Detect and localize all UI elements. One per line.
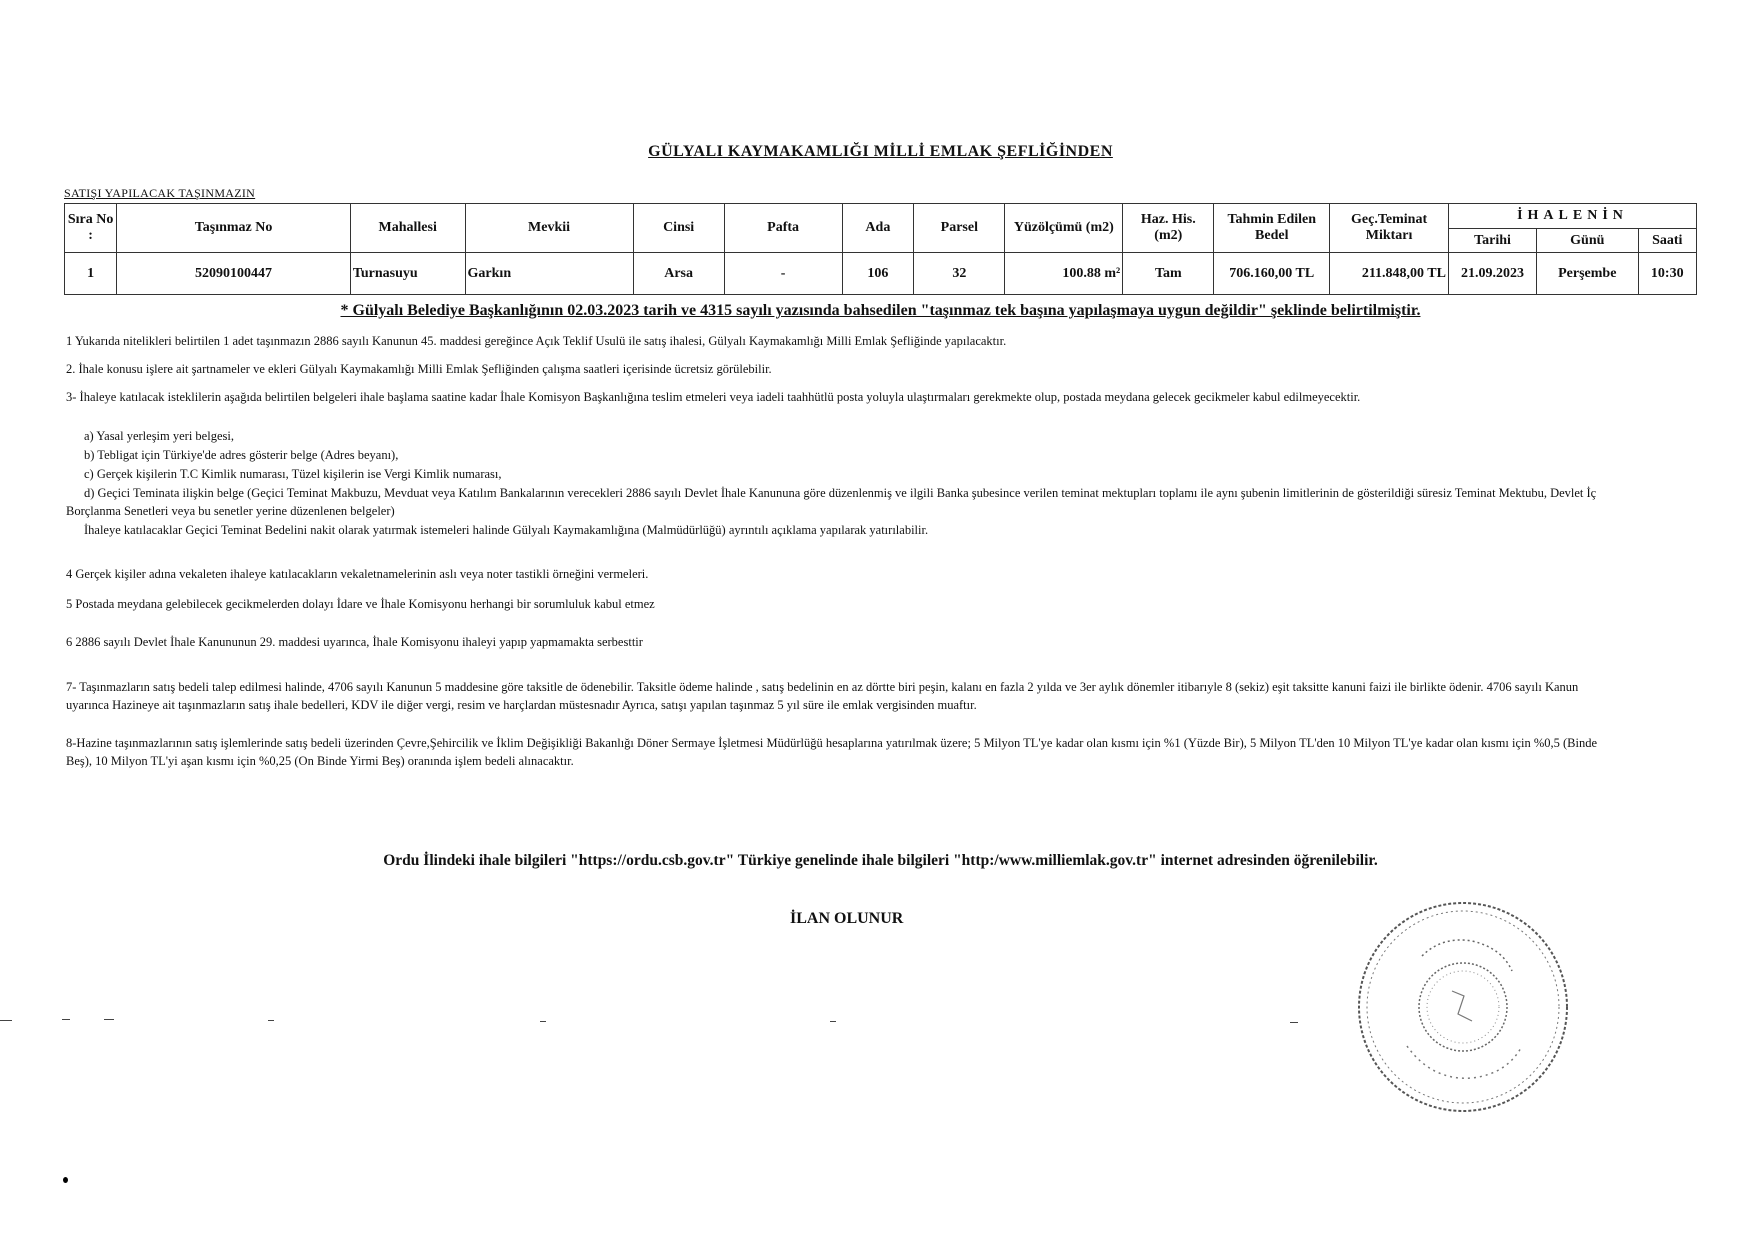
header-ada: Ada [842,204,914,253]
closing-statement: İLAN OLUNUR [790,910,904,927]
scan-mark [104,1019,114,1020]
section-subtitle: SATIŞI YAPILACAK TAŞINMAZIN [64,186,256,200]
header-pafta: Pafta [724,204,842,253]
header-parsel: Parsel [914,204,1005,253]
paragraph-7: 7- Taşınmazların satış bedeli talep edilmesi halinde, 4706 sayılı Kanunun 5 maddesine göre taksitle de ödenebilir. Taksitle ödeme halinde , satış bedelinin en az dörtte biri peşin, kalanı en fazla 2 yılda ve 3er aylık dönemler itibarıyle 8 (sekiz) eşit taksitte kanuni faizi ile birlikte ödenir. 4706 sayılı Kanun uyarınca Hazineye ait taşınmazların satış ihale bedelleri, KDV ile diğer vergi, resim ve harçlardan müstesnadır Ayrıca, satışı yapılan taşınmaz 5 yıl süre ile emlak vergisinden muaftır. [66,680,1579,712]
table-row [65,253,1697,295]
paragraph-4: 4 Gerçek kişiler adına vekaleten ihaleye katılacakların vekaletnamelerinin aslı veya noter tastikli örneğini vermeleri. [66,567,649,581]
header-ihalenin: İHALENİN [1448,204,1696,229]
municipality-note: * Gülyalı Belediye Başkanlığının 02.03.2023 tarih ve 4315 sayılı yazısında bahsedilen "taşınmaz tek başına yapılaşmaya uygun değildir" şeklinde belirtilmiştir. [340,302,1421,319]
header-tarihi: Tarihi [1448,229,1536,253]
header-gec-teminat: Geç.Teminat Miktarı [1330,204,1449,253]
header-yuzolcumu: Yüzölçümü (m2) [1005,204,1123,253]
cell-haz-his: Tam [1123,253,1214,295]
cell-tarihi: 21.09.2023 [1448,253,1536,295]
header-haz-his: Haz. His. (m2) [1123,204,1214,253]
scan-mark [830,1021,836,1022]
cell-gunu: Perşembe [1537,253,1638,295]
paragraph-8: 8-Hazine taşınmazlarının satış işlemlerinde satış bedeli üzerinden Çevre,Şehircilik ve İklim Değişikliği Bakanlığı Döner Sermaye İşletmesi Müdürlüğü hesaplarına yatırılmak üzere; 5 Milyon TL'ye kadar olan kısmı için %1 (Yüzde Bir), 5 Milyon TL'den 10 Milyon TL'ye kadar olan kısmı için %0,5 (Binde Beş), 10 Milyon TL'yi aşan kısmı için %0,25 (On Binde Yirmi Beş) oranında işlem bedeli alınacaktır. [66,736,1598,768]
scan-mark [540,1021,546,1022]
paragraph-3b: b) Tebligat için Türkiye'de adres gösterir belge (Adres beyanı), [84,448,399,462]
paragraph-3d: d) Geçici Teminata ilişkin belge (Geçici Teminat Makbuzu, Mevduat veya Katılım Bankalarının verecekleri 2886 sayılı Devlet İhale Kanununa göre düzenlenmiş ve ilgili Banka şubesince verilen teminat mektupları toplamı ile aynı şubenin limitlerinin de gösterildiği süresiz Teminat Mektubu, Devlet İç Borçlanma Senetleri veya bu senetler yerine düzenlenen belgeler) [66,486,1597,518]
cell-gec-teminat: 211.848,00 TL [1330,253,1449,295]
header-gunu: Günü [1537,229,1638,253]
scan-dot [63,1177,68,1183]
cell-yuzolcumu: 100.88 m² [1005,253,1123,295]
paragraph-3a: a) Yasal yerleşim yeri belgesi, [84,429,234,443]
info-footer: Ordu İlindeki ihale bilgileri "https://ordu.csb.gov.tr" Türkiye genelinde ihale bilgileri "http:/www.milliemlak.gov.tr" internet adresinden öğrenilebilir. [383,852,1378,869]
paragraph-2: 2. İhale konusu işlere ait şartnameler ve ekleri Gülyalı Kaymakamlığı Milli Emlak Şefliğinden çalışma saatleri içerisinde ücretsiz görülebilir. [66,362,772,376]
cell-tahmin: 706.160,00 TL [1214,253,1330,295]
paragraph-3e: İhaleye katılacaklar Geçici Teminat Bedelini nakit olarak yatırmak istemeleri halinde Gülyalı Kaymakamlığına (Malmüdürlüğü) ayrıntılı açıklama yapılarak yatırılabilir. [84,523,929,537]
cell-cinsi: Arsa [633,253,724,295]
header-tasinmaz-no: Taşınmaz No [117,204,351,253]
paragraph-1: 1 Yukarıda nitelikleri belirtilen 1 adet taşınmazın 2886 sayılı Kanunun 45. maddesi gereğince Açık Teklif Usulü ile satış ihalesi, Gülyalı Kaymakamlığı Milli Emlak Şefliğinde yapılacaktır. [66,334,1007,348]
cell-saati: 10:30 [1638,253,1697,295]
cell-tasinmaz-no: 52090100447 [117,253,351,295]
scan-mark [268,1020,274,1021]
header-mevkii: Mevkii [465,204,633,253]
header-sira: Sıra No : [65,204,117,253]
scan-mark [1290,1022,1298,1023]
header-cinsi: Cinsi [633,204,724,253]
scan-mark [0,1020,12,1021]
paragraph-6: 6 2886 sayılı Devlet İhale Kanununun 29. maddesi uyarınca, İhale Komisyonu ihaleyi yapıp yapmamakta serbesttir [66,635,643,649]
cell-sira: 1 [65,253,117,295]
header-mahallesi: Mahallesi [350,204,465,253]
header-saati: Saati [1638,229,1697,253]
cell-ada: 106 [842,253,914,295]
header-tahmin: Tahmin Edilen Bedel [1214,204,1330,253]
document-title: GÜLYALI KAYMAKAMLIĞI MİLLİ EMLAK ŞEFLİĞİNDEN [648,143,1113,160]
official-seal-icon [1352,896,1574,1118]
cell-mahallesi: Turnasuyu [350,253,465,295]
paragraph-5: 5 Postada meydana gelebilecek gecikmelerden dolayı İdare ve İhale Komisyonu herhangi bir sorumluluk kabul etmez [66,597,655,611]
paragraph-3c: c) Gerçek kişilerin T.C Kimlik numarası, Tüzel kişilerin ise Vergi Kimlik numarası, [84,467,502,481]
scan-mark [62,1019,70,1020]
cell-parsel: 32 [914,253,1005,295]
property-table [64,203,1697,295]
cell-pafta: - [724,253,842,295]
paragraph-3: 3- İhaleye katılacak isteklilerin aşağıda belirtilen belgeleri ihale başlama saatine kadar İhale Komisyon Başkanlığına teslim etmeleri veya iadeli taahhütlü posta yoluyla ulaştırmaları gerekmekte olup, postada meydana gelecek gecikmeler kabul edilmeyecektir. [66,390,1361,404]
cell-mevkii: Garkın [465,253,633,295]
